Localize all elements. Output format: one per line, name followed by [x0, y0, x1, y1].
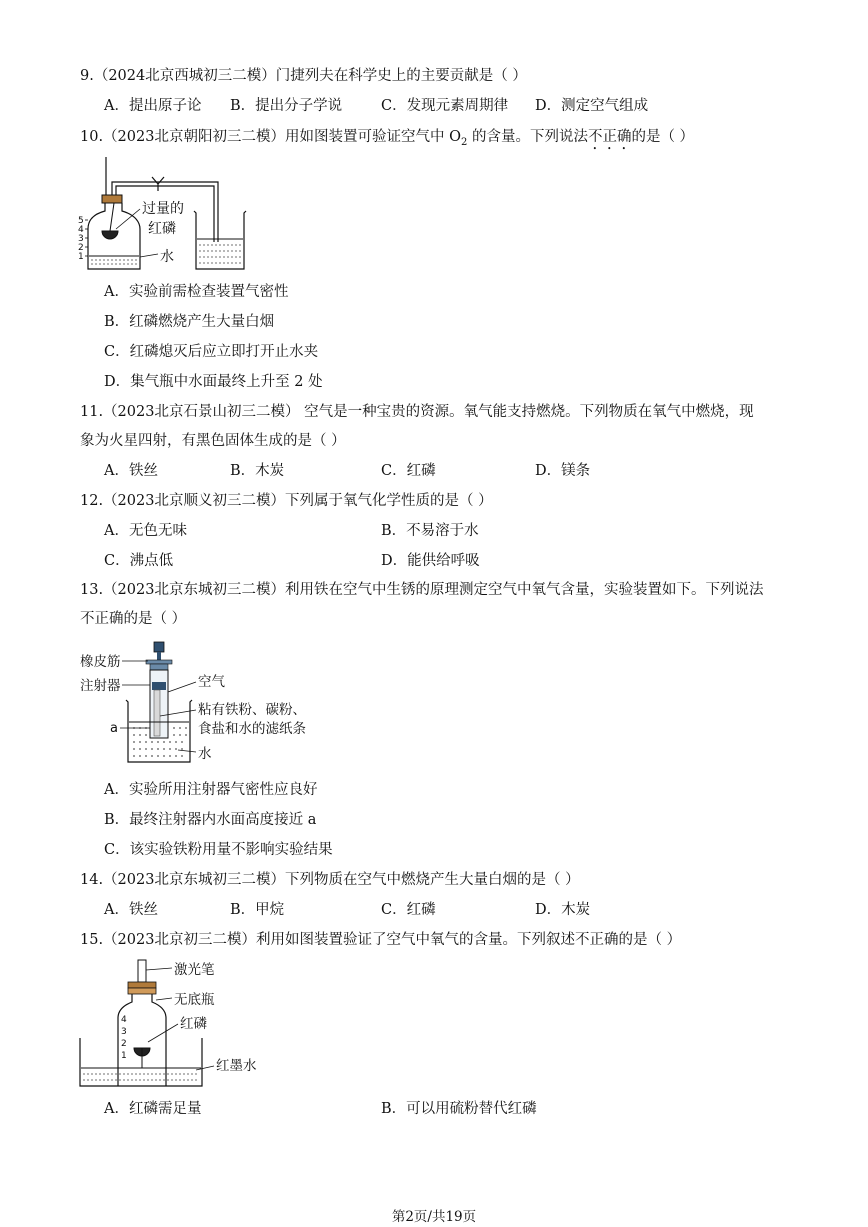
laser-pen — [138, 960, 146, 982]
label-phosphorus: 过量的 — [142, 201, 184, 217]
q15-figure — [78, 958, 268, 1088]
q13-figure — [78, 638, 318, 768]
scale-2: 2 — [78, 243, 84, 253]
beaker — [194, 211, 246, 269]
q14-stem: 14.（2023北京东城初三二模）下列物质在空气中燃烧产生大量白烟的是（ ） — [80, 872, 580, 888]
q13-option-b: B．最终注射器内水面高度接近 a — [104, 812, 317, 828]
q10-option-c: C．红磷熄灭后应立即打开止水夹 — [104, 344, 319, 360]
label-air: 空气 — [198, 674, 225, 690]
q10-option-a: A．实验前需检查装置气密性 — [104, 284, 289, 300]
q12-option-a: A．无色无味 — [104, 523, 187, 539]
q15-option-b: B．可以用硫粉替代红磷 — [381, 1101, 537, 1117]
q11-option-a: A．铁丝 — [104, 463, 158, 479]
q9-option-d: D．测定空气组成 — [535, 98, 649, 114]
label-bottle: 无底瓶 — [174, 992, 215, 1008]
scale-1: 1 — [78, 252, 84, 262]
clamp-icon — [152, 177, 164, 191]
label-water: 水 — [160, 249, 174, 265]
q12-option-b: B．不易溶于水 — [381, 523, 479, 539]
q10-stem-mid: 的含量。下列说法 — [467, 129, 588, 145]
phosphorus-spoon — [102, 231, 118, 239]
q14-option-d: D．木炭 — [535, 902, 591, 918]
scale-3: 3 — [78, 234, 84, 244]
q10-stem-post: 的是（ ） — [631, 129, 695, 145]
q9-stem: 9.（2024北京西城初三二模）门捷列夫在科学史上的主要贡献是（ ） — [80, 68, 527, 84]
label-rubber-band: 橡皮筋 — [80, 654, 121, 670]
q13-stem-line1: 13.（2023北京东城初三二模）利用铁在空气中生锈的原理测定空气中氧气含量，实验装置如下。下列说法 — [80, 582, 764, 598]
q12-option-c: C．沸点低 — [104, 553, 174, 569]
q9-option-a: A．提出原子论 — [104, 98, 202, 114]
scale-4: 4 — [78, 225, 84, 235]
scale-4: 4 — [121, 1015, 127, 1025]
q13-option-c: C．该实验铁粉用量不影响实验结果 — [104, 842, 333, 858]
scale-1: 1 — [121, 1051, 127, 1061]
q11-stem-line1: 11.（2023北京石景山初三二模） 空气是一种宝贵的资源。氧气能支持燃烧。下列物质在氧气中燃烧，现 — [80, 404, 754, 420]
q11-stem-line2: 象为火星四射，有黑色固体生成的是（ ） — [80, 433, 346, 449]
q15-stem: 15.（2023北京初三二模）利用如图装置验证了空气中氧气的含量。下列叙述不正确的是（ ） — [80, 932, 682, 948]
q9-option-b: B．提出分子学说 — [230, 98, 343, 114]
q15-option-a: A．红磷需足量 — [104, 1101, 202, 1117]
q11-option-d: D．镁条 — [535, 463, 591, 479]
q13-option-a: A．实验所用注射器气密性应良好 — [104, 782, 318, 798]
label-mark-a: a — [110, 721, 118, 736]
q10-stem-emphasis: 不正确 — [587, 129, 632, 145]
q10-figure — [78, 157, 253, 275]
q10-stem — [80, 127, 694, 153]
label-water: 水 — [198, 746, 212, 762]
scale-2: 2 — [121, 1039, 127, 1049]
q10-stem-pre: 10.（2023北京朝阳初三二模）用如图装置可验证空气中 O — [80, 129, 461, 145]
scale-3: 3 — [121, 1027, 127, 1037]
label-phosphorus: 红磷 — [180, 1016, 207, 1032]
page-number: 第2页/共19页 — [391, 1209, 477, 1225]
q13-stem-line2: 不正确的是（ ） — [80, 611, 187, 627]
scale-5: 5 — [78, 216, 84, 226]
q14-option-b: B．甲烷 — [230, 902, 285, 918]
q14-option-a: A．铁丝 — [104, 902, 158, 918]
q12-stem: 12.（2023北京顺义初三二模）下列属于氧气化学性质的是（ ） — [80, 493, 493, 509]
label-laser: 激光笔 — [174, 962, 215, 978]
q10-option-b: B．红磷燃烧产生大量白烟 — [104, 314, 275, 330]
label-paper-1: 粘有铁粉、碳粉、 — [198, 702, 306, 718]
label-paper-2: 食盐和水的滤纸条 — [198, 721, 306, 737]
q10-stem-sub: 2 — [460, 136, 468, 148]
label-phosphorus-2: 红磷 — [148, 221, 176, 237]
label-red-ink: 红墨水 — [216, 1058, 257, 1074]
q10-option-d: D．集气瓶中水面最终上升至 2 处 — [104, 374, 323, 390]
q12-option-d: D．能供给呼吸 — [381, 553, 480, 569]
q14-option-c: C．红磷 — [381, 902, 436, 918]
q11-option-c: C．红磷 — [381, 463, 436, 479]
q11-option-b: B．木炭 — [230, 463, 285, 479]
trough — [80, 1038, 202, 1086]
label-syringe: 注射器 — [80, 678, 121, 694]
q9-option-c: C．发现元素周期律 — [381, 98, 509, 114]
